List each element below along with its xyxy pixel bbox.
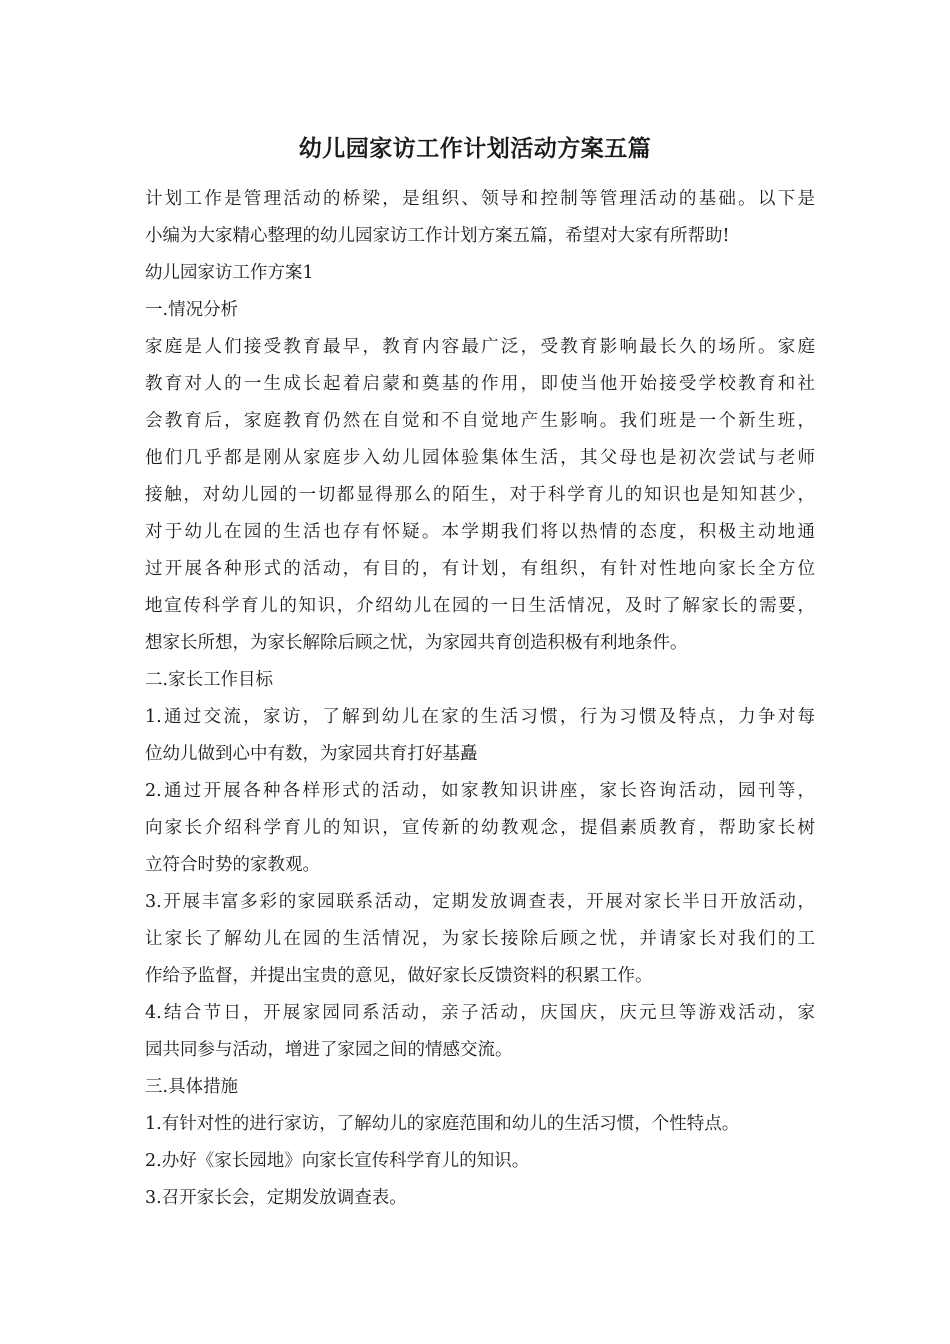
text-line: 幼儿园家访工作方案1	[145, 263, 314, 283]
document-body	[145, 181, 815, 1217]
text-line: 立符合时势的家教观。	[145, 855, 320, 875]
text-line: 想家长所想，为家长解除后顾之忧，为家园共育创造积极有利地条件。	[145, 633, 688, 653]
text-line: 向家长介绍科学育儿的知识，宣传新的幼教观念，提倡素质教育，帮助家长树	[145, 818, 815, 838]
text-line: 1.有针对性的进行家访，了解幼儿的家庭范围和幼儿的生活习惯，个性特点。	[145, 1114, 740, 1134]
text-line: 让家长了解幼儿在园的生活情况，为家长接除后顾之忧，并请家长对我们的工	[145, 929, 815, 949]
text-line: 对于幼儿在园的生活也存有怀疑。本学期我们将以热情的态度，积极主动地通	[145, 522, 815, 542]
text-line: 地宣传科学育儿的知识，介绍幼儿在园的一日生活情况，及时了解家长的需要，	[145, 596, 815, 616]
text-line: 家庭是人们接受教育最早，教育内容最广泛，受教育影响最长久的场所。家庭	[145, 337, 815, 357]
text-line: 2.通过开展各种各样形式的活动，如家教知识讲座，家长咨询活动，园刊等，	[145, 781, 815, 801]
text-line: 作给予监督，并提出宝贵的意见，做好家长反馈资料的积累工作。	[145, 966, 653, 986]
document-title: 幼儿园家访工作计划活动方案五篇	[298, 135, 652, 162]
text-line: 园共同参与活动，增进了家园之间的情感交流。	[145, 1040, 513, 1060]
text-line: 他们几乎都是刚从家庭步入幼儿园体验集体生活，其父母也是初次尝试与老师	[145, 448, 815, 468]
text-line: 教育对人的一生成长起着启蒙和奠基的作用，即使当他开始接受学校教育和社	[145, 374, 815, 394]
text-line: 会教育后，家庭教育仍然在自觉和不自觉地产生影响。我们班是一个新生班，	[145, 411, 815, 431]
text-line: 接触，对幼儿园的一切都显得那么的陌生，对于科学育儿的知识也是知知甚少，	[145, 485, 815, 505]
text-line: 1.通过交流，家访，了解到幼儿在家的生活习惯，行为习惯及特点，力争对每	[145, 707, 815, 727]
text-line: 4.结合节日，开展家园同系活动，亲子活动，庆国庆，庆元旦等游戏活动，家	[145, 1003, 815, 1023]
text-line: 过开展各种形式的活动，有目的，有计划，有组织，有针对性地向家长全方位	[145, 559, 815, 579]
text-line: 位幼儿做到心中有数，为家园共育打好基矗	[145, 744, 478, 764]
text-line: 二.家长工作目标	[145, 670, 274, 690]
text-line: 3.召开家长会，定期发放调查表。	[145, 1188, 407, 1208]
text-line: 一.情况分析	[145, 300, 239, 320]
text-line: 3.开展丰富多彩的家园联系活动，定期发放调查表，开展对家长半日开放活动，	[145, 892, 815, 912]
text-line: 小编为大家精心整理的幼儿园家访工作计划方案五篇，希望对大家有所帮助!	[145, 226, 730, 246]
text-line: 2.办好《家长园地》向家长宣传科学育儿的知识。	[145, 1151, 530, 1171]
text-line: 计划工作是管理活动的桥梁，是组织、领导和控制等管理活动的基础。以下是	[145, 189, 815, 209]
text-line: 三.具体措施	[145, 1077, 239, 1097]
